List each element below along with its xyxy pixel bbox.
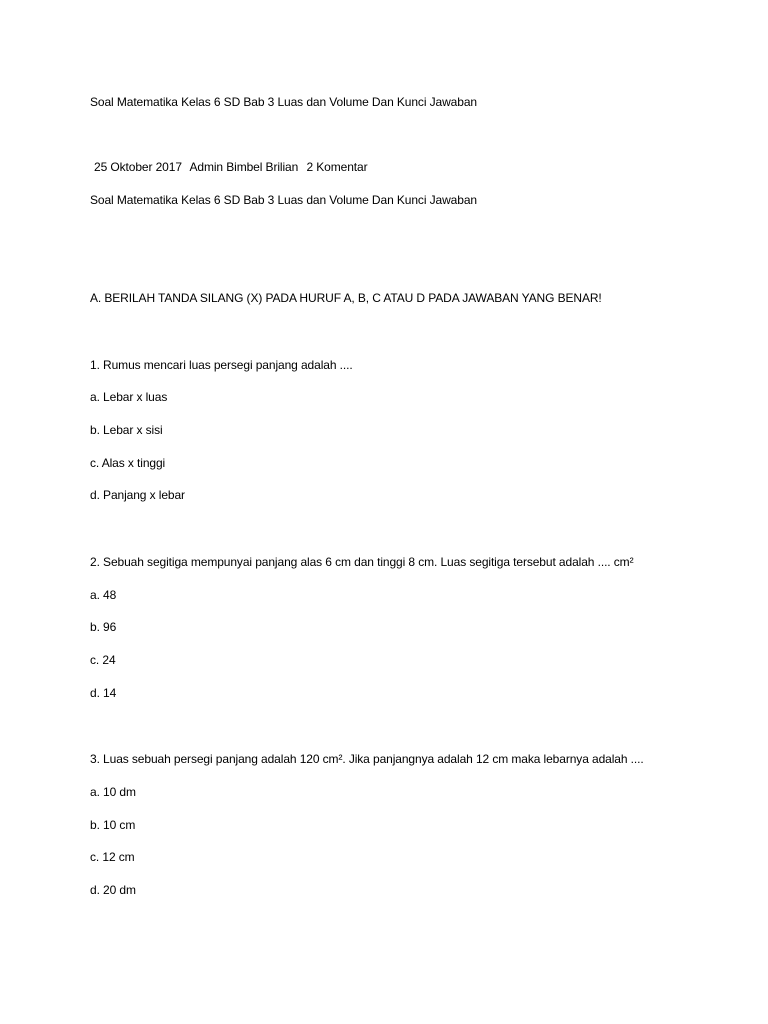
document-subtitle: Soal Matematika Kelas 6 SD Bab 3 Luas dan Volume Dan Kunci Jawaban — [90, 193, 477, 207]
question-1-text: 1. Rumus mencari luas persegi panjang adalah .... — [90, 358, 353, 372]
question-1-option-c: c. Alas x tinggi — [90, 456, 166, 470]
question-1-option-a: a. Lebar x luas — [90, 390, 168, 404]
question-2-text: 2. Sebuah segitiga mempunyai panjang alas 6 cm dan tinggi 8 cm. Luas segitiga tersebut adalah .... cm² — [90, 555, 634, 569]
question-3-option-c: c. 12 cm — [90, 850, 135, 864]
post-meta — [94, 159, 372, 175]
question-3-option-d: d. 20 dm — [90, 883, 136, 897]
question-2-option-c: c. 24 — [90, 653, 116, 667]
question-1-option-d: d. Panjang x lebar — [90, 488, 185, 502]
document-title: Soal Matematika Kelas 6 SD Bab 3 Luas dan Volume Dan Kunci Jawaban — [90, 95, 477, 109]
question-2-option-d: d. 14 — [90, 686, 117, 700]
question-3-text: 3. Luas sebuah persegi panjang adalah 120 cm². Jika panjangnya adalah 12 cm maka lebarnya adalah .... — [90, 752, 644, 766]
question-3-option-b: b. 10 cm — [90, 818, 136, 832]
section-heading: A. BERILAH TANDA SILANG (X) PADA HURUF A, B, C ATAU D PADA JAWABAN YANG BENAR! — [90, 291, 602, 305]
post-date: 25 Oktober 2017 — [94, 160, 182, 174]
post-author: Admin Bimbel Brilian — [189, 160, 299, 174]
question-2-option-a: a. 48 — [90, 588, 117, 602]
question-2-option-b: b. 96 — [90, 620, 117, 634]
question-3-option-a: a. 10 dm — [90, 785, 136, 799]
question-1-option-b: b. Lebar x sisi — [90, 423, 163, 437]
post-comments: 2 Komentar — [306, 160, 368, 174]
